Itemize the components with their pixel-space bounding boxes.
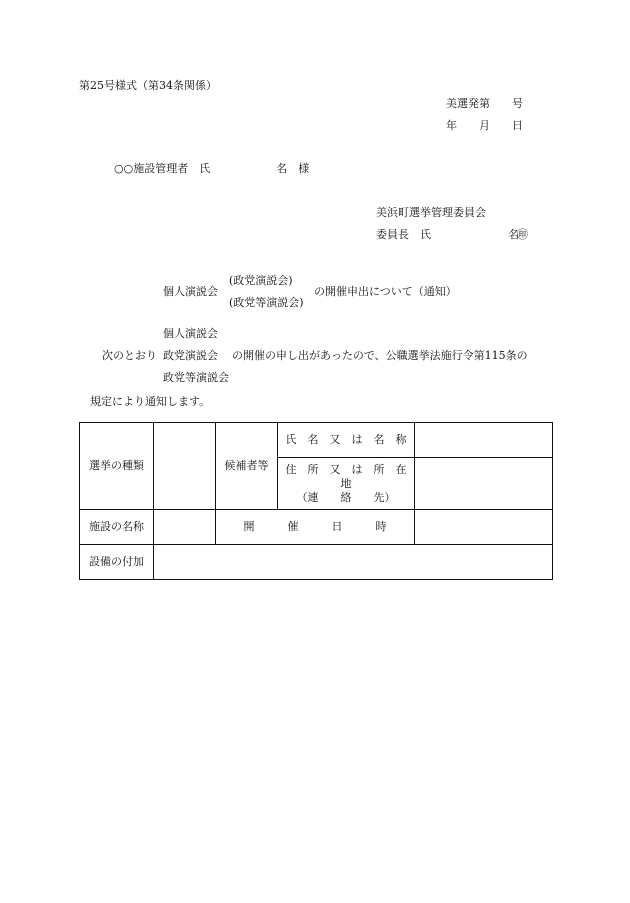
body-lead: 次のとおり (102, 349, 157, 362)
election-type-label: 選挙の種類 (80, 423, 154, 510)
equipment-value (154, 545, 553, 580)
address-label: 住 所 又 は 所 在 地 (285, 462, 418, 490)
body-option-mid: 政党演説会 (163, 349, 218, 362)
notice-table (79, 422, 553, 580)
address-value (415, 458, 553, 510)
datetime-label: 開 催 日 時 (216, 510, 415, 545)
datetime-value (415, 510, 553, 545)
facility-name-value (154, 510, 216, 545)
name-label: 氏 名 又 は 名 称 (278, 423, 415, 458)
equipment-label: 設備の付加 (80, 545, 154, 580)
title-option-1: (政党演説会) (229, 274, 293, 287)
facility-name-label: 施設の名称 (80, 510, 154, 545)
body-text-line2: 規定により通知します。 (90, 395, 211, 408)
election-type-value (154, 423, 216, 510)
body-text-rest: の開催の申し出があったので、公職選挙法施行令第115条の (232, 349, 528, 362)
body-option-top: 個人演説会 (163, 327, 218, 340)
title-suffix: の開催申出について（通知） (314, 285, 457, 298)
form-number: 第25号様式（第34条関係） (79, 79, 217, 92)
body-option-bottom: 政党等演説会 (163, 371, 229, 384)
document-number: 美選発第 号 (446, 97, 523, 110)
document-date: 年 月 日 (446, 119, 523, 132)
candidate-label: 候補者等 (216, 423, 278, 510)
contact-label: （連 絡 先） (296, 490, 396, 504)
sender-organization: 美浜町選挙管理委員会 (376, 206, 486, 219)
address-label-cell (278, 458, 418, 510)
title-option-2: (政党等演説会) (229, 296, 304, 309)
title-prefix: 個人演説会 (163, 285, 218, 298)
name-value (415, 423, 553, 458)
seal-mark: ㊞ (517, 228, 528, 241)
sender-name: 委員長 氏 名 (376, 228, 519, 241)
recipient: ○○施設管理者 氏 名 様 (114, 162, 310, 175)
